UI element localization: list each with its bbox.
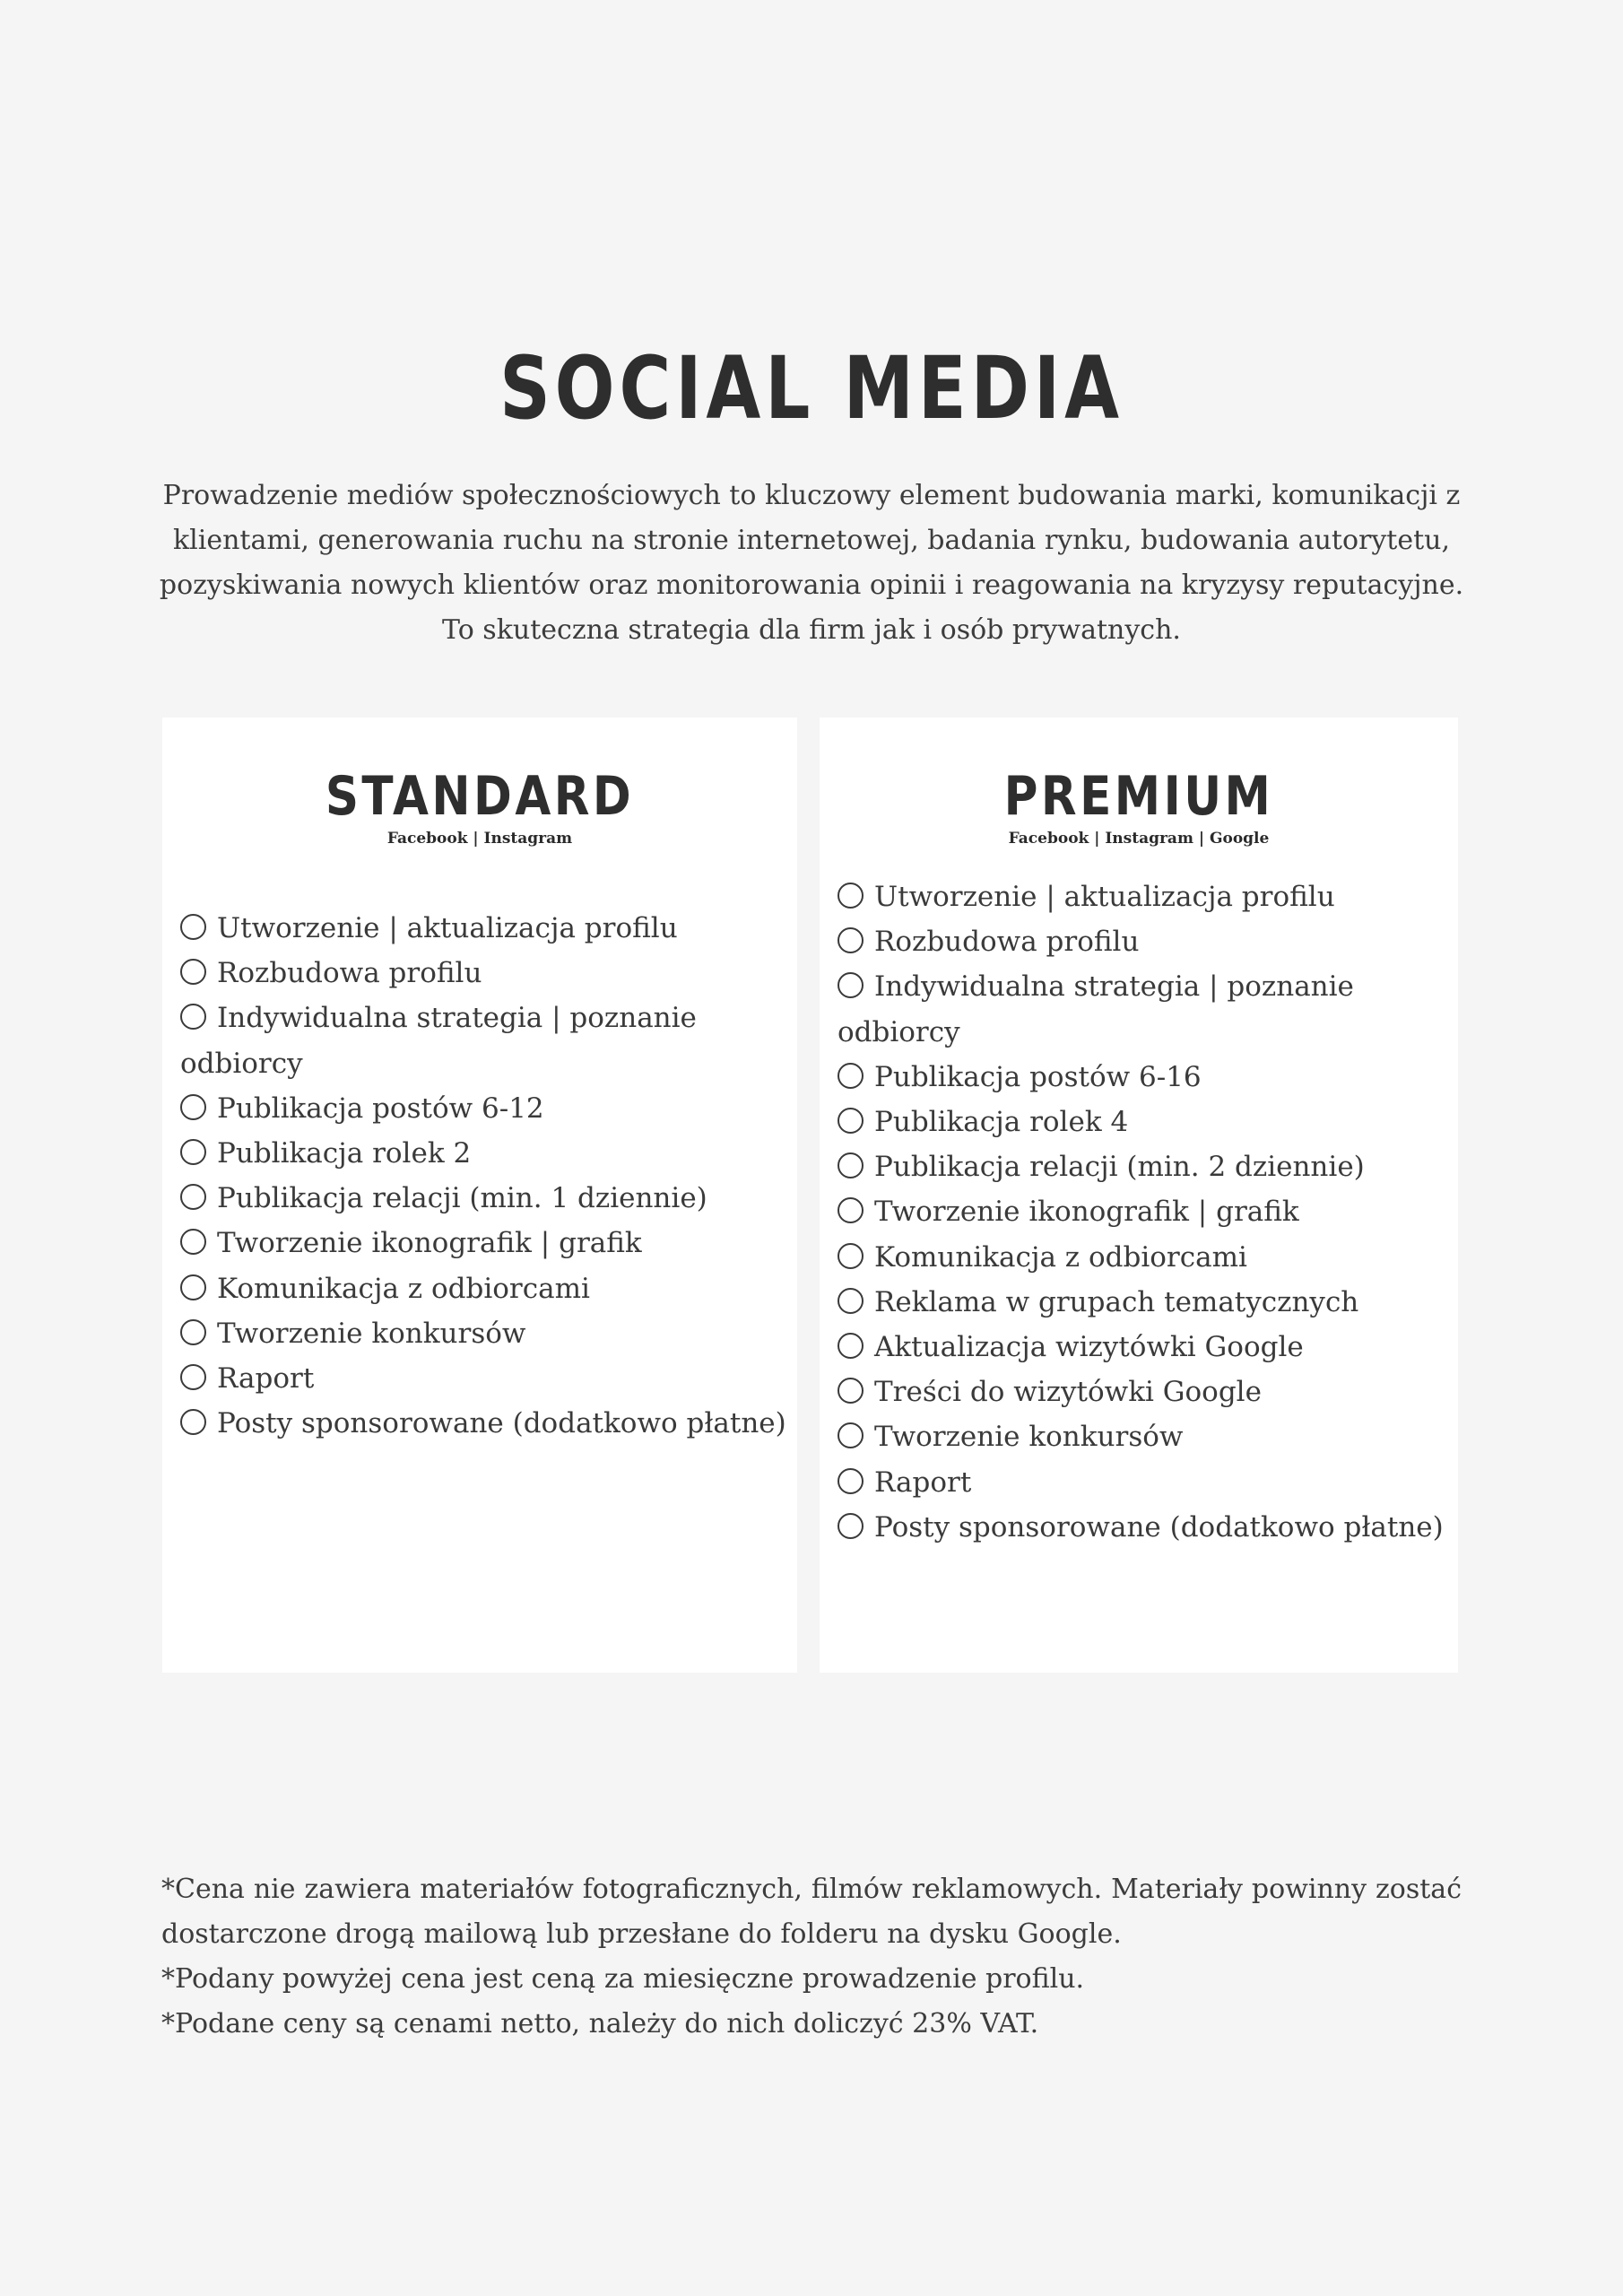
feature-item xyxy=(180,1311,785,1356)
feature-item xyxy=(838,1189,1445,1234)
feature-label: Utworzenie | aktualizacja profilu xyxy=(217,912,678,944)
feature-label: Rozbudowa profilu xyxy=(217,957,482,990)
feature-label: Publikacja postów 6-12 xyxy=(217,1091,544,1125)
feature-label: Posty sponsorowane (dodatkowo płatne) xyxy=(217,1407,786,1440)
feature-label: Raport xyxy=(874,1465,972,1499)
circle-checkbox-icon xyxy=(838,1063,864,1089)
circle-checkbox-icon xyxy=(180,1364,206,1390)
circle-checkbox-icon xyxy=(838,1378,864,1404)
footnote: *Podane ceny są cenami netto, należy do nich doliczyć 23% VAT. xyxy=(161,2008,1039,2039)
circle-checkbox-icon xyxy=(838,1468,864,1494)
circle-checkbox-icon xyxy=(838,1333,864,1359)
feature-label: Raport xyxy=(217,1362,315,1396)
circle-checkbox-icon xyxy=(180,1274,206,1300)
package-card-standard xyxy=(162,718,797,1673)
intro-line: pozyskiwania nowych klientów oraz monitorowania opinii i reagowania na kryzysy reputacyjne. xyxy=(159,570,1464,601)
intro-text xyxy=(135,474,1488,653)
circle-checkbox-icon xyxy=(838,1288,864,1314)
feature-label: Tworzenie konkursów xyxy=(874,1421,1184,1454)
feature-label: Reklama w grupach tematycznych xyxy=(874,1285,1359,1318)
feature-label: Tworzenie konkursów xyxy=(217,1317,526,1350)
feature-label: Aktualizacja wizytówki Google xyxy=(874,1331,1304,1364)
circle-checkbox-icon xyxy=(180,1004,206,1030)
circle-checkbox-icon xyxy=(180,959,206,985)
circle-checkbox-icon xyxy=(838,1422,864,1448)
circle-checkbox-icon xyxy=(180,1409,206,1435)
circle-checkbox-icon xyxy=(180,914,206,940)
package-card-premium xyxy=(820,718,1458,1673)
feature-label: Publikacja rolek 2 xyxy=(217,1137,472,1170)
feature-label: Publikacja rolek 4 xyxy=(874,1106,1129,1139)
feature-item xyxy=(838,919,1445,964)
circle-checkbox-icon xyxy=(180,1229,206,1255)
feature-item xyxy=(180,1176,785,1221)
feature-label: Indywidualna strategia | poznanie odbiorcy xyxy=(838,970,1354,1048)
feature-label: Rozbudowa profilu xyxy=(874,926,1140,959)
feature-item xyxy=(180,996,700,1085)
circle-checkbox-icon xyxy=(838,1243,864,1269)
feature-label: Komunikacja z odbiorcami xyxy=(217,1272,590,1305)
circle-checkbox-icon xyxy=(180,1319,206,1345)
package-platforms: Facebook | Instagram | Google xyxy=(1008,830,1270,848)
footnote: *Podany powyżej cena jest ceną za miesięczne prowadzenie profilu. xyxy=(161,1963,1085,1995)
intro-line: klientami, generowania ruchu na stronie internetowej, badania rynku, budowania autorytetu, xyxy=(172,525,1451,556)
feature-item xyxy=(180,1131,785,1176)
package-platforms: Facebook | Instagram xyxy=(386,830,573,848)
feature-item xyxy=(838,874,1445,919)
feature-label: Publikacja relacji (min. 2 dziennie) xyxy=(874,1151,1365,1184)
feature-item xyxy=(180,1401,785,1446)
feature-label: Indywidualna strategia | poznanie odbiorcy xyxy=(180,1002,697,1080)
feature-label: Publikacja relacji (min. 1 dziennie) xyxy=(217,1182,707,1215)
feature-item xyxy=(838,1144,1445,1189)
feature-label: Tworzenie ikonografik | grafik xyxy=(217,1227,642,1260)
circle-checkbox-icon xyxy=(180,1139,206,1165)
package-title: PREMIUM xyxy=(1003,765,1274,828)
intro-line: Prowadzenie mediów społecznościowych to kluczowy element budowania marki, komunikacji z xyxy=(162,480,1461,511)
feature-item xyxy=(838,1370,1445,1414)
feature-item xyxy=(180,951,785,996)
feature-list xyxy=(180,906,785,1446)
circle-checkbox-icon xyxy=(180,1184,206,1210)
feature-item xyxy=(180,1266,785,1311)
circle-checkbox-icon xyxy=(838,1108,864,1134)
feature-item xyxy=(838,1325,1445,1370)
feature-label: Posty sponsorowane (dodatkowo płatne) xyxy=(874,1510,1444,1544)
feature-item xyxy=(838,1460,1445,1505)
footnote: *Cena nie zawiera materiałów fotograficznych, filmów reklamowych. Materiały powinny zostać dostarczone drogą mailową lub przesłane do folderu na dysku Google. xyxy=(161,1874,1462,1950)
feature-item xyxy=(838,1505,1445,1550)
feature-item xyxy=(838,1414,1445,1459)
feature-label: Treści do wizytówki Google xyxy=(874,1376,1262,1409)
circle-checkbox-icon xyxy=(838,972,864,998)
feature-item xyxy=(838,1280,1445,1325)
circle-checkbox-icon xyxy=(838,927,864,953)
page-title: SOCIAL MEDIA xyxy=(499,338,1124,439)
package-title: STANDARD xyxy=(325,765,635,828)
feature-item xyxy=(838,964,1358,1054)
feature-label: Publikacja postów 6-16 xyxy=(874,1060,1202,1093)
footnotes xyxy=(161,1867,1462,2047)
feature-item xyxy=(180,1086,785,1131)
intro-line: To skuteczna strategia dla firm jak i osób prywatnych. xyxy=(442,614,1181,646)
feature-item xyxy=(838,1055,1445,1100)
feature-list xyxy=(838,874,1445,1550)
circle-checkbox-icon xyxy=(838,1513,864,1539)
circle-checkbox-icon xyxy=(180,1094,206,1120)
feature-item xyxy=(838,1235,1445,1280)
feature-item xyxy=(838,1100,1445,1144)
feature-item xyxy=(180,1221,785,1265)
feature-label: Komunikacja z odbiorcami xyxy=(874,1240,1247,1274)
feature-item xyxy=(180,1356,785,1401)
circle-checkbox-icon xyxy=(838,883,864,909)
feature-item xyxy=(180,906,785,951)
feature-label: Tworzenie ikonografik | grafik xyxy=(874,1196,1299,1229)
circle-checkbox-icon xyxy=(838,1197,864,1223)
circle-checkbox-icon xyxy=(838,1152,864,1178)
feature-label: Utworzenie | aktualizacja profilu xyxy=(874,881,1335,913)
